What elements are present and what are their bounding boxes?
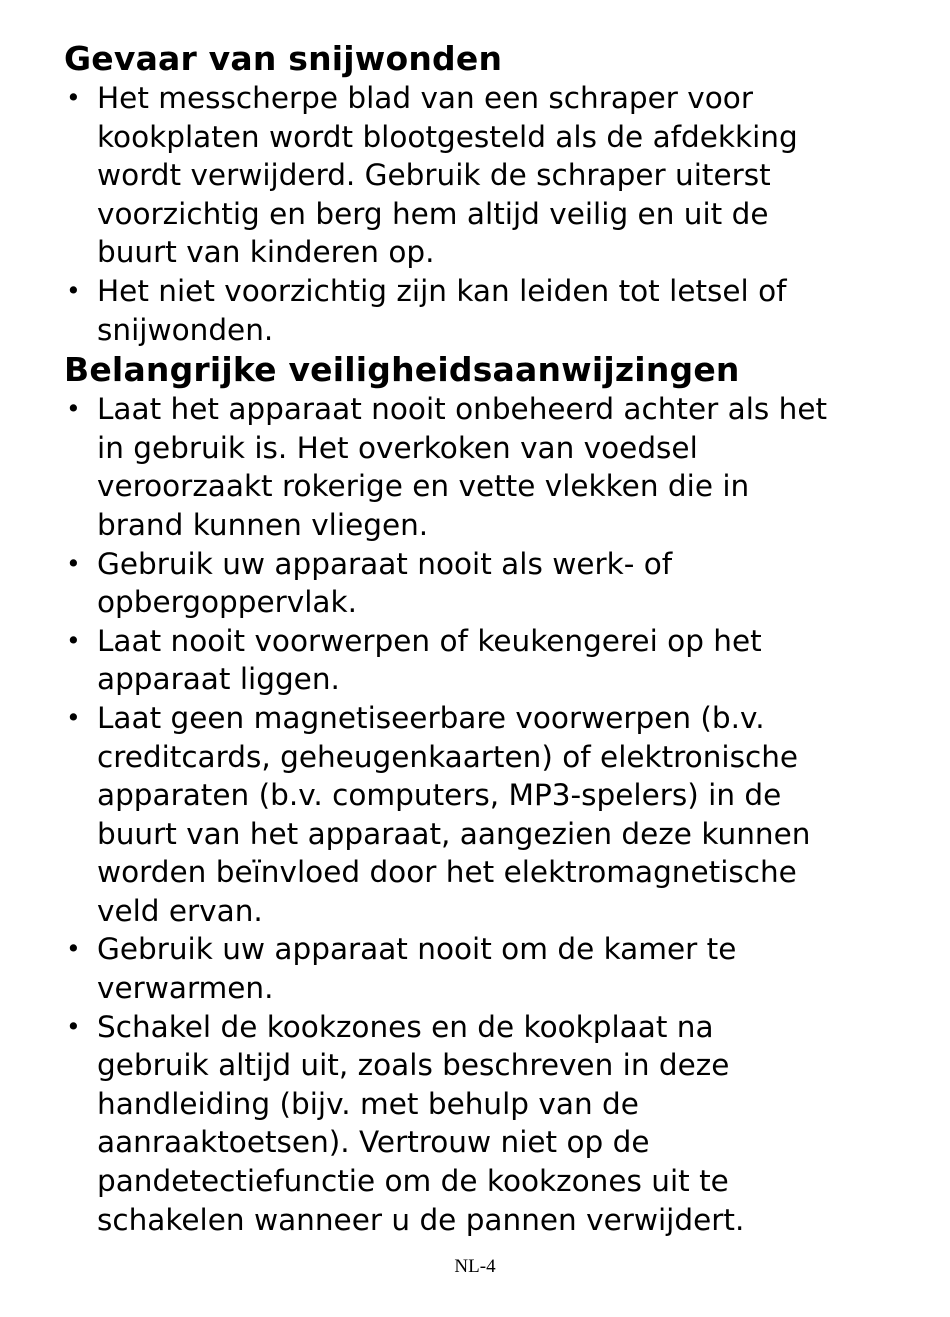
text-line: verwarmen. [97, 971, 274, 1006]
list-item [64, 272, 894, 349]
list-item [64, 699, 894, 931]
bullet-icon: • [66, 394, 81, 424]
text-line: veroorzaakt rokerige en vette vlekken die in [97, 469, 750, 504]
text-line: apparaten (b.v. computers, MP3-spelers) in de [97, 778, 782, 813]
bullet-icon: • [66, 1011, 81, 1041]
document-page [64, 38, 894, 1239]
page-number: NL-4 [454, 1256, 496, 1277]
list-item [64, 545, 894, 622]
text-line: Het messcherpe blad van een schraper voor [97, 81, 753, 115]
list-item [64, 622, 894, 699]
bullet-icon: • [66, 275, 81, 305]
text-line: kookplaten wordt blootgesteld als de afdekking [97, 119, 798, 154]
text-line: pandetectiefunctie om de kookzones uit te [97, 1164, 729, 1199]
text-line: Gebruik uw apparaat nooit als werk- of [97, 546, 673, 581]
text-line: Het niet voorzichtig zijn kan leiden tot letsel of [97, 273, 787, 308]
text-line: aanraaktoetsen). Vertrouw niet op de [97, 1125, 650, 1160]
text-line: veld ervan. [97, 893, 263, 928]
list-item [64, 79, 894, 272]
bullet-list-cut-hazard [64, 79, 894, 349]
text-line: buurt van kinderen op. [97, 235, 435, 270]
section-heading-safety-instructions: Belangrijke veiligheidsaanwijzingen [64, 350, 740, 390]
text-line: opbergoppervlak. [97, 585, 357, 620]
text-line: gebruik altijd uit, zoals beschreven in deze [97, 1048, 730, 1083]
bullet-icon: • [66, 548, 81, 578]
text-line: buurt van het apparaat, aangezien deze kunnen [97, 816, 811, 851]
list-item [64, 1008, 894, 1240]
text-line: handleiding (bijv. met behulp van de [97, 1086, 639, 1121]
text-line: Laat nooit voorwerpen of keukengerei op het [97, 623, 762, 658]
text-line: apparaat liggen. [97, 662, 340, 697]
bullet-icon: • [66, 702, 81, 732]
section-heading-cut-hazard: Gevaar van snijwonden [64, 39, 503, 78]
text-line: Gebruik uw apparaat nooit om de kamer te [97, 932, 737, 967]
bullet-icon: • [66, 934, 81, 964]
text-line: Laat geen magnetiseerbare voorwerpen (b.v. [97, 700, 765, 735]
text-line: schakelen wanneer u de pannen verwijdert. [97, 1202, 745, 1237]
bullet-icon: • [66, 83, 81, 112]
text-line: Laat het apparaat nooit onbeheerd achter als het [97, 392, 828, 427]
text-line: voorzichtig en berg hem altijd veilig en uit de [97, 196, 769, 231]
bullet-icon: • [66, 625, 81, 655]
list-item [64, 930, 894, 1007]
text-line: Schakel de kookzones en de kookplaat na [97, 1009, 714, 1044]
text-line: brand kunnen vliegen. [97, 507, 429, 542]
text-line: in gebruik is. Het overkoken van voedsel [97, 430, 698, 465]
text-line: worden beïnvloed door het elektromagnetische [97, 855, 797, 890]
list-item [64, 390, 894, 544]
text-line: creditcards, geheugenkaarten) of elektronische [97, 739, 799, 774]
bullet-list-safety-instructions [64, 390, 894, 1239]
text-line: wordt verwijderd. Gebruik de schraper uiterst [97, 158, 771, 193]
text-line: snijwonden. [97, 312, 274, 347]
